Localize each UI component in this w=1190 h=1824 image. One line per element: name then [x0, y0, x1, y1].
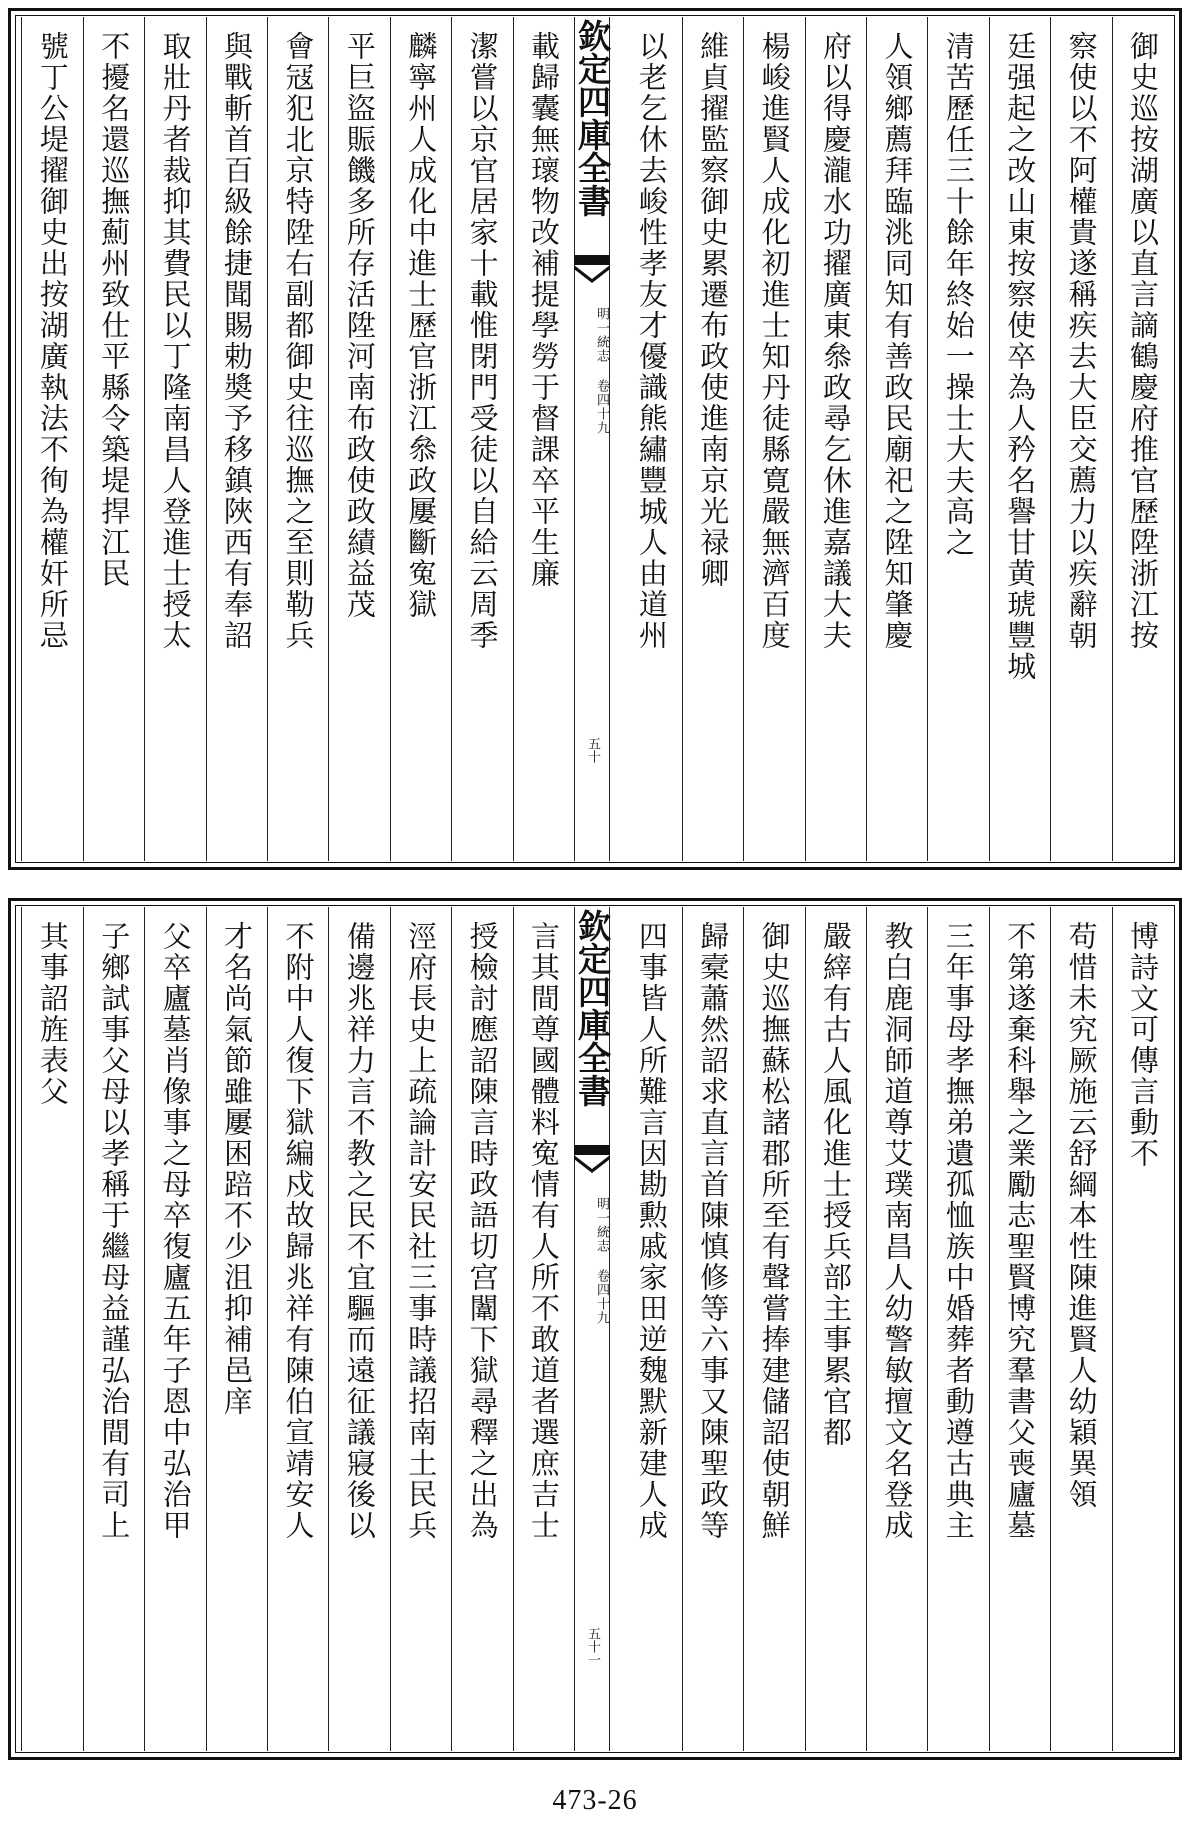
text-column: 不第遂棄科舉之業勵志聖賢博究羣書父喪廬墓	[989, 907, 1050, 1751]
text-column: 與戰斬首百級餘捷聞賜勅奬予移鎮陜西有奉詔	[206, 17, 267, 861]
lower-page	[8, 898, 1182, 1760]
text-column: 授檢討應詔陳言時政語切宫闈下獄尋釋之出為	[451, 907, 512, 1751]
text-column: 不附中人復下獄編戍故歸兆祥有陳伯宣靖安人	[267, 907, 328, 1751]
upper-page	[8, 8, 1182, 870]
text-column: 會冦犯北京特陞右副都御史往巡撫之至則勒兵	[267, 17, 328, 861]
book-title: 欽定四庫全書	[573, 19, 612, 217]
text-column: 言其間尊國體料寃情有人所不敢道者選庶吉士	[513, 907, 574, 1751]
upper-left-text-block	[17, 17, 574, 861]
text-column: 不擾名還巡撫薊州致仕平縣令築堤捍江民	[83, 17, 144, 861]
fish-tail-icon	[574, 1145, 610, 1175]
text-column: 號丁公堤擢御史出按湖廣執法不徇為權奸所忌	[21, 17, 82, 861]
text-column: 潔嘗以京官居家十載惟閉門受徒以自給云周季	[451, 17, 512, 861]
text-column: 載歸囊無瓌物改補提學勞于督課卒平生廉	[513, 17, 574, 861]
text-column: 取壯丹者裁抑其費民以丁隆南昌人登進士授太	[144, 17, 205, 861]
text-column: 歸槖蕭然詔求直言首陳慎修等六事又陳聖政等	[682, 907, 743, 1751]
text-column: 四事皆人所難言因勘勲戚家田逆魏默新建人成	[634, 921, 669, 1541]
upper-right-text-block	[616, 17, 1173, 861]
text-column: 楊峻進賢人成化初進士知丹徒縣寛嚴無濟百度	[743, 17, 804, 861]
page-number: 473-26	[552, 1785, 638, 1816]
center-gutter	[574, 907, 610, 1751]
fish-tail-icon	[574, 255, 610, 285]
text-column: 嚴縡有古人風化進士授兵部主事累官都	[805, 907, 866, 1751]
text-column: 其事詔旌表父	[21, 907, 82, 1751]
text-column: 察使以不阿權貴遂稱疾去大臣交薦力以疾辭朝	[1050, 17, 1111, 861]
text-column: 御史巡撫蘇松諸郡所至有聲嘗捧建儲詔使朝鮮	[743, 907, 804, 1751]
text-column: 備邊兆祥力言不教之民不宜驅而遠征議寢後以	[328, 907, 389, 1751]
text-column: 廷强起之改山東按察使卒為人矜名譽甘黄琥豐城	[989, 17, 1050, 861]
lower-left-text-block	[17, 907, 574, 1751]
center-gutter	[574, 17, 610, 861]
text-column: 御史巡按湖廣以直言謫鶴慶府推官歷陞浙江按	[1112, 17, 1173, 861]
text-column: 平巨盜賑饑多所存活陞河南布政使政績益茂	[328, 17, 389, 861]
text-column: 博詩文可傳言動不	[1112, 907, 1173, 1751]
lower-right-text-block	[616, 907, 1173, 1751]
text-column: 維貞擢監察御史累遷布政使進南京光禄卿	[682, 17, 743, 861]
text-column: 苟惜未究厥施云舒綱本性陳進賢人幼穎異領	[1050, 907, 1111, 1751]
text-column: 府以得慶瀧水功擢廣東叅政尋乞休進嘉議大夫	[805, 17, 866, 861]
volume-label: 明一統志 卷四十九	[594, 1197, 609, 1325]
text-column: 人領鄉薦拜臨洮同知有善政民廟祀之陞知肇慶	[866, 17, 927, 861]
text-column: 子鄉試事父母以孝稱于繼母益謹弘治間有司上	[83, 907, 144, 1751]
text-column: 涇府長史上疏論計安民社三事時議招南土民兵	[390, 907, 451, 1751]
text-column: 清苦歷任三十餘年終始一操士大夫高之	[927, 17, 988, 861]
folio-number: 五十	[585, 737, 600, 763]
volume-label: 明一統志 卷四十九	[594, 307, 609, 435]
text-column: 父卒廬墓肖像事之母卒復廬五年子恩中弘治甲	[144, 907, 205, 1751]
folio-number: 五十一	[585, 1627, 600, 1666]
book-title: 欽定四庫全書	[573, 909, 612, 1107]
text-column: 才名尚氣節雖屢困踣不少沮抑補邑庠	[206, 907, 267, 1751]
text-column: 麟寧州人成化中進士歷官浙江叅政屢斷寃獄	[390, 17, 451, 861]
text-column: 三年事母孝撫弟遺孤恤族中婚葬者動遵古典主	[927, 907, 988, 1751]
text-column: 以老乞休去峻性孝友才優識熊繡豐城人由道州	[634, 31, 669, 651]
text-column: 教白鹿洞師道尊艾璞南昌人幼警敏擅文名登成	[866, 907, 927, 1751]
